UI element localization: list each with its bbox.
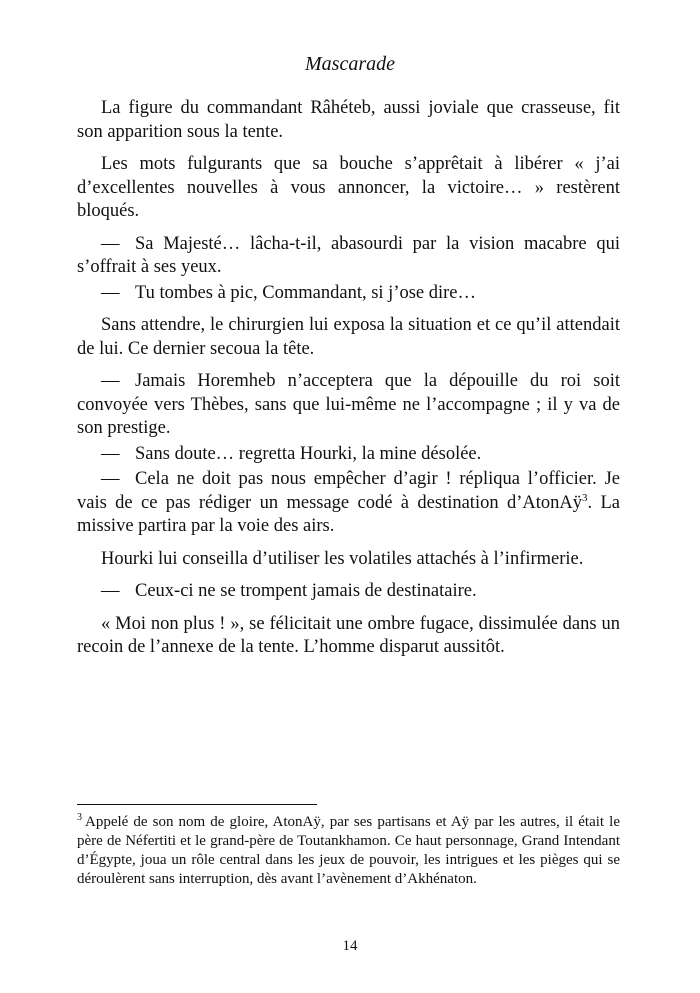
paragraph-text: Tu tombes à pic, Commandant, si j’ose dire… (135, 282, 477, 303)
dialogue-dash: — (101, 371, 120, 391)
footnote (77, 813, 620, 889)
paragraph-text: Cela ne doit pas nous empêcher d’agir ! répliqua l’officier. Je vais de ce pas rédiger un message codé à destination d’AtonAÿ (77, 469, 620, 513)
dialogue-dash: — (101, 581, 120, 601)
dialogue-paragraph (77, 233, 620, 280)
footnote-separator (77, 804, 317, 805)
footnote-reference[interactable]: 3 (581, 491, 588, 504)
paragraph-text: La figure du commandant Râhéteb, aussi joviale que crasseuse, fit son apparition sous la tente. (77, 98, 620, 142)
dialogue-paragraph (77, 370, 620, 441)
dialogue-paragraph (77, 580, 620, 604)
paragraph-text: Hourki lui conseilla d’utiliser les volatiles attachés à l’infirmerie. (101, 548, 584, 569)
body-text (77, 97, 620, 669)
paragraph (77, 548, 620, 572)
paragraph-text: Ceux-ci ne se trompent jamais de destinataire. (135, 581, 477, 601)
dialogue-dash: — (101, 469, 120, 489)
footnote-number: 3 (77, 812, 82, 823)
paragraph (77, 613, 620, 660)
dialogue-paragraph (77, 443, 620, 467)
paragraph-text: Les mots fulgurants que sa bouche s’apprêtait à libérer « j’ai d’excellentes nouvelles à vous annoncer, la victoire… » restèrent bloqués. (77, 154, 620, 221)
dialogue-dash: — (101, 233, 120, 254)
paragraph-text: Jamais Horemheb n’acceptera que la dépouille du roi soit convoyée vers Thèbes, sans que lui-même ne l’accompagne ; il y va de son prestige. (77, 371, 620, 438)
dialogue-dash: — (101, 443, 120, 464)
chapter-title: Mascarade (305, 53, 395, 75)
dialogue-paragraph (77, 282, 620, 306)
paragraph-text: . La missive partira par la voie des airs. (77, 492, 620, 536)
paragraph-text: Sa Majesté… lâcha-t-il, abasourdi par la vision macabre qui s’offrait à ses yeux. (77, 233, 620, 277)
page-number: 14 (342, 938, 358, 954)
paragraph-text: Sans doute… regretta Hourki, la mine désolée. (135, 443, 482, 464)
paragraph (77, 153, 620, 224)
paragraph (77, 97, 620, 144)
paragraph-text: Sans attendre, le chirurgien lui exposa la situation et ce qu’il attendait de lui. Ce dernier secoua la tête. (77, 315, 620, 359)
dialogue-paragraph (77, 468, 620, 539)
dialogue-dash: — (101, 282, 120, 303)
footnote-text: Appelé de son nom de gloire, AtonAÿ, par ses partisans et Aÿ par les autres, il était le père de Néfertiti et le grand-père de Toutankhamon. Ce haut personnage, Grand Intendant d’Égypte, joua un rôle central dans les jeux de pouvoir, les intrigues et les pièges qui se déroulèrent sans interruption, dès avant l’avènement d’Akhénaton. (77, 814, 620, 887)
paragraph (77, 314, 620, 361)
paragraph-text: « Moi non plus ! », se félicitait une ombre fugace, dissimulée dans un recoin de l’annexe de la tente. L’homme disparut aussitôt. (77, 613, 620, 657)
